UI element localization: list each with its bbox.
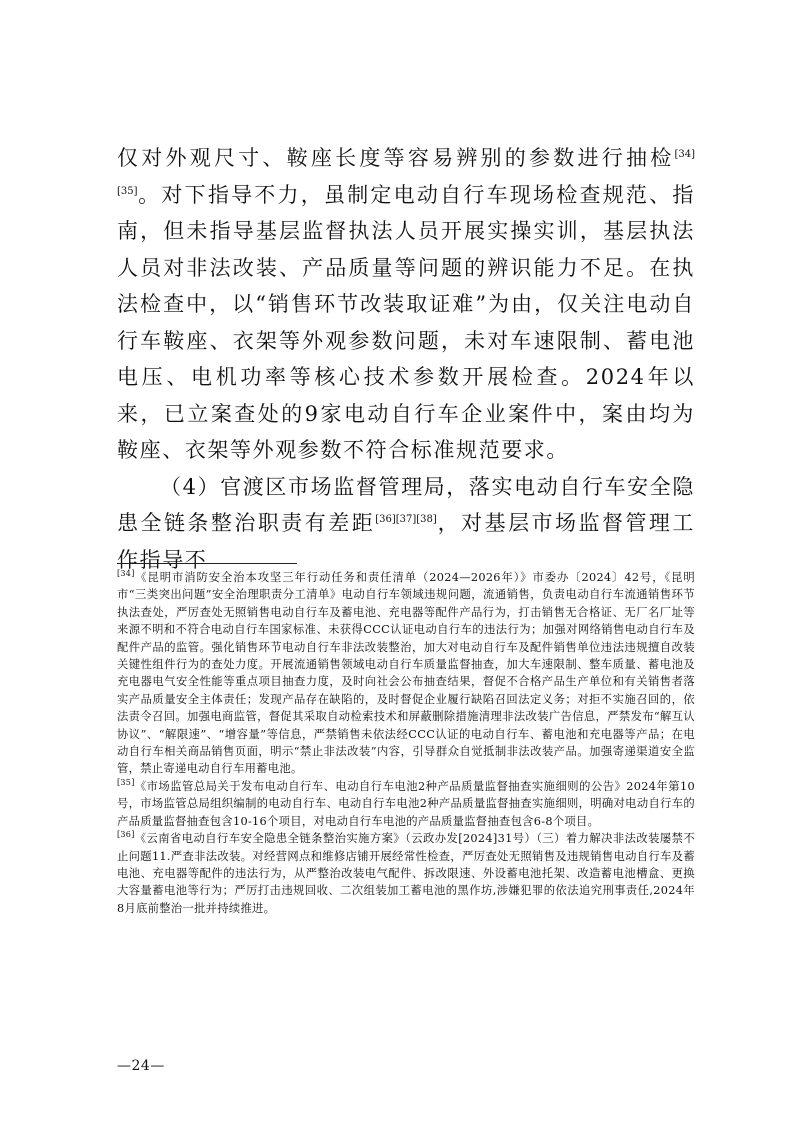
citation-37: [37] [395, 514, 417, 525]
paragraph-1 [117, 140, 695, 469]
citation-38: [38] [416, 514, 437, 525]
footnote-mark: [34] [117, 569, 135, 579]
citation-36: [36] [375, 514, 396, 525]
footnote-text: 《市场监管总局关于发布电动自行车、电动自行车电池2种产品质量监督抽查实施细则的公告》2024年第10号，市场监管总局组织编制的电动自行车、电动自行车电池2种产品质量监督抽查实施细则，明确对电动自行车的产品质量监督抽查包含10-16个项目，对电动自行车电池的产品质量监督抽查包含6-8个项目。 [117, 779, 695, 828]
citation-35: [35] [117, 185, 138, 197]
paragraph-2-text-cont: ，对基层市场监督管理工作指导不 [117, 511, 695, 572]
page-number: —24— [117, 1058, 165, 1074]
paragraph-2-text: （4）官渡区市场监督管理局，落实电动自行车安全隐患全链条整治职责有差距 [117, 474, 695, 535]
footnote-34 [117, 569, 695, 778]
footnote-mark: [36] [117, 830, 135, 840]
footnote-separator [117, 563, 297, 564]
footnotes [117, 569, 695, 917]
paragraph-2 [117, 469, 695, 579]
footnote-mark: [35] [117, 778, 135, 788]
footnote-36 [117, 830, 695, 917]
paragraph-1-text-cont: 。对下指导不力，虽制定电动自行车现场检查规范、指南，但未指导基层监督执法人员开展实操实训，基层执法人员对非法改装、产品质量等问题的辨识能力不足。在执法检查中，以“销售环节改装取证难”为由，仅关注电动自行车鞍座、衣架等外观参数问题，未对车速限制、蓄电池电压、电机功率等核心技术参数开展检查。2024年以来，已立案查处的9家电动自行车企业案件中，案由均为鞍座、衣架等外观参数不符合标准规范要求。 [117, 182, 695, 462]
paragraph-1-text: 仅对外观尺寸、鞍座长度等容易辨别的参数进行抽检 [117, 146, 675, 170]
citation-34: [34] [674, 149, 695, 160]
footnote-text: 《昆明市消防安全治本攻坚三年行动任务和责任清单（2024—2026年）》市委办〔2024〕42号，《昆明市“三类突出问题”安全治理职责分工清单》电动自行车领域违规问题，流通销售，负责电动自行车流通销售环节执法查处，严厉查处无照销售电动自行车及蓄电池、充电器等配件产品行为，打击销售无合格证、无厂名厂址等来源不明和不符合电动自行车国家标准、未获得CCC认证电动自行车的违法行为；加强对网络销售电动自行车及配件产品的监管。强化销售环节电动自行车非法改装整治，加大对电动自行车及配件销售单位违法违规擅自改装关键性组件行为的查处力度。开展流通销售领域电动自行车质量监督抽查，加大车速限制、整车质量、蓄电池及充电器电气安全性能等重点项目抽查力度，及时向社会公布抽查结果，督促不合格产品生产单位和有关销售者落实产品质量安全主体责任；发现产品存在缺陷的，及时督促企业履行缺陷召回法定义务；对拒不实施召回的，依法责令召回。加强电商监管，督促其采取自动检索技术和屏蔽删除措施清理非法改装广告信息，严禁发布“解互认协议”、“解限速”、“增容量”等信息，严禁销售未依法经CCC认证的电动自行车、蓄电池和充电器等产品；在电动自行车相关商品销售页面，明示“禁止非法改装”内容，引导群众自觉抵制非法改装产品。加强寄递渠道安全监管，禁止寄递电动自行车用蓄电池。 [117, 571, 695, 776]
footnote-text: 《云南省电动自行车安全隐患全链条整治实施方案》（云政办发[2024]31号）（三）着力解决非法改装屡禁不止问题11.严查非法改装。对经营网点和维修店铺开展经常性检查，严厉查处无照销售及违规销售电动自行车及蓄电池、充电器等配件的违法行为，从严整治改装电气配件、拆改限速、外设蓄电池托架、改造蓄电池槽盒、更换大容量蓄电池等行为；严厉打击违规回收、二次组装加工蓄电池的黑作坊,涉嫌犯罪的依法追究刑事责任,2024年8月底前整治一批并持续推进。 [117, 832, 695, 915]
body-text [117, 140, 695, 578]
footnote-35 [117, 778, 695, 830]
